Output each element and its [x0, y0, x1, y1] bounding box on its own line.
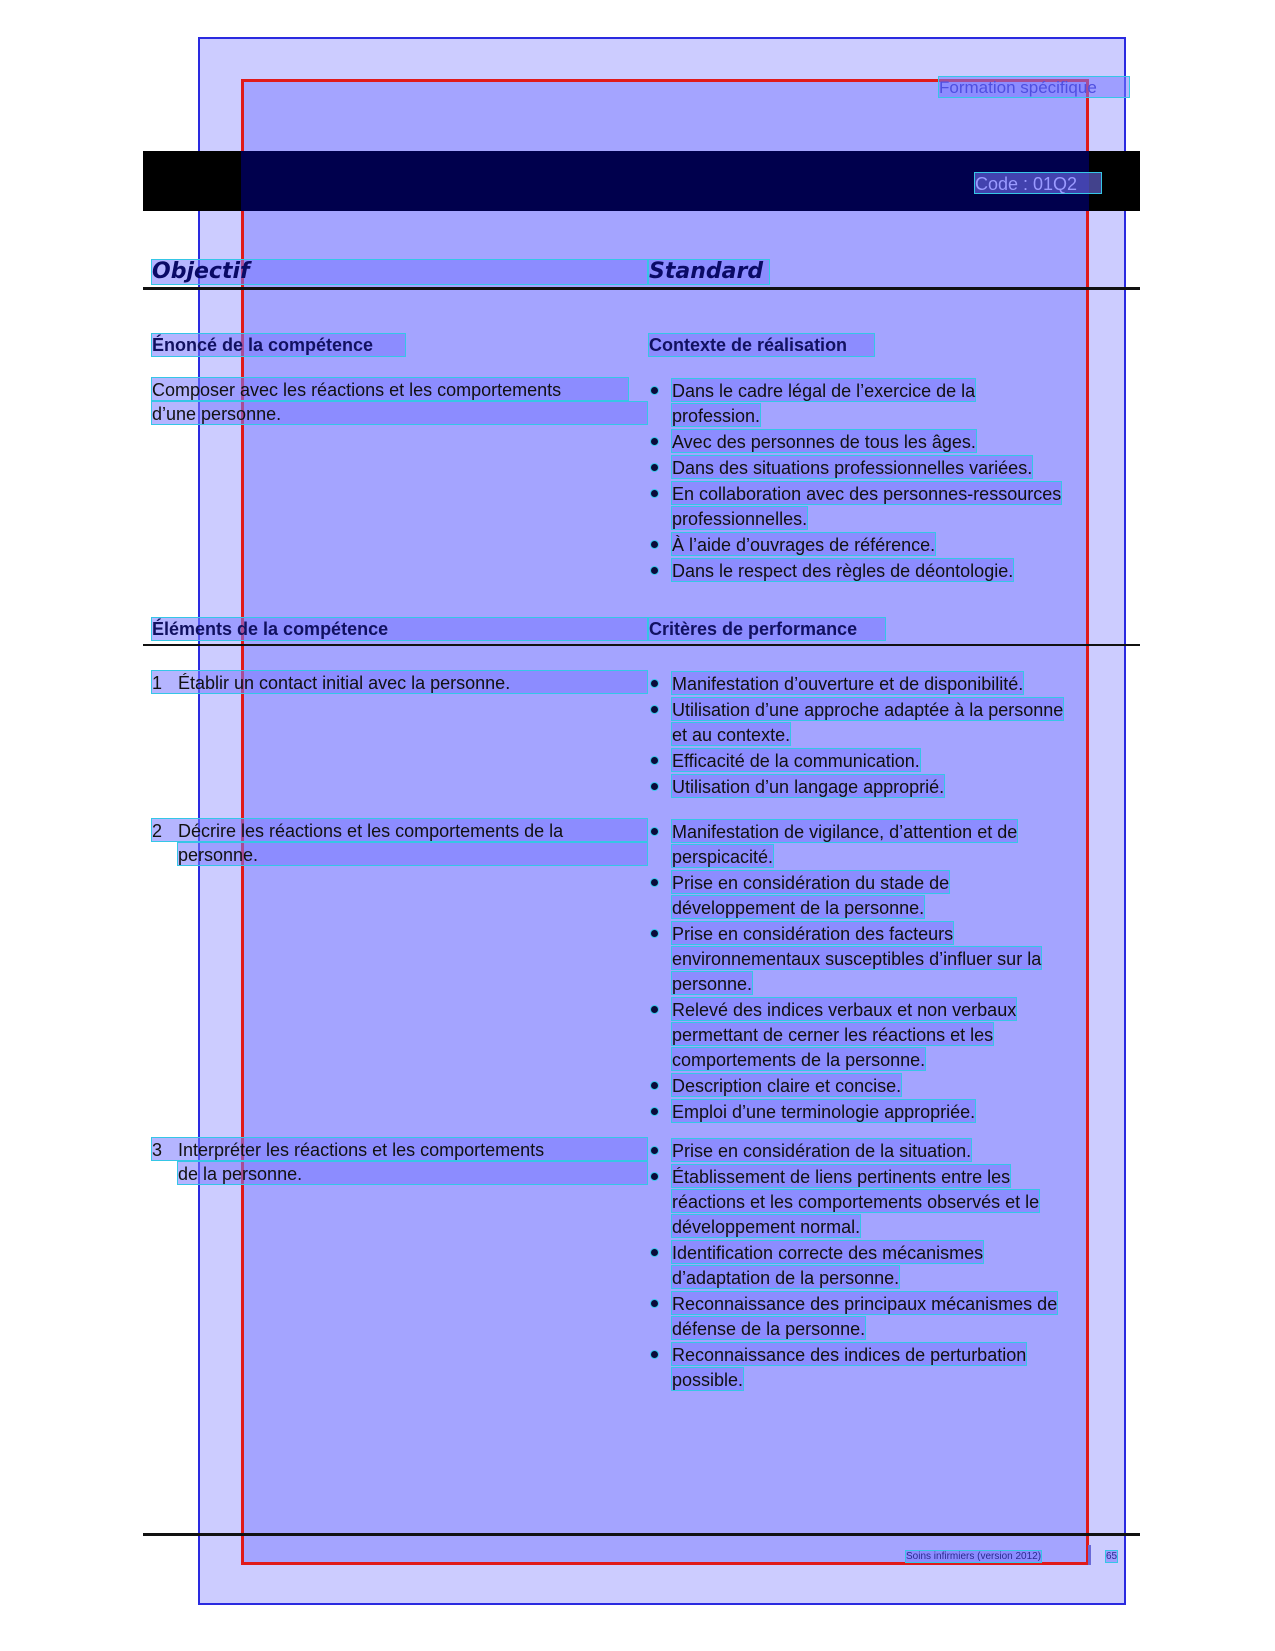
item-line: permettant de cerner les réactions et les	[671, 1022, 994, 1046]
item-line: d’adaptation de la personne.	[671, 1265, 900, 1289]
page-number: 65	[1106, 1551, 1118, 1562]
list-item	[648, 558, 1126, 583]
footer-text: Soins infirmiers (version 2012)	[906, 1551, 1042, 1562]
item-line: Emploi d’une terminologie appropriée.	[671, 1099, 976, 1123]
list-item	[648, 532, 1126, 557]
elements-heading: Éléments de la compétence	[151, 617, 648, 641]
bullet-icon	[650, 756, 659, 765]
item-line: Manifestation d’ouverture et de disponibilité.	[671, 671, 1024, 695]
bullet-icon	[650, 489, 659, 498]
item-line: Identification correcte des mécanismes	[671, 1240, 984, 1264]
bullet-icon	[650, 827, 659, 836]
bullet-icon	[650, 386, 659, 395]
bullet-icon	[650, 1146, 659, 1155]
element-text: Établir un contact initial avec la personne.	[178, 673, 511, 693]
element-number: 1	[152, 673, 163, 693]
element-number: 2	[152, 821, 163, 841]
item-line: Dans des situations professionnelles variées.	[671, 455, 1033, 479]
item-line: Établissement de liens pertinents entre les	[671, 1164, 1011, 1188]
item-line: Prise en considération du stade de	[671, 870, 950, 894]
item-line: Prise en considération de la situation.	[671, 1138, 972, 1162]
item-line: Description claire et concise.	[671, 1073, 902, 1097]
title-rule	[143, 287, 1140, 290]
competence-statement	[151, 377, 648, 425]
list-item	[648, 1099, 1126, 1124]
item-line: personne.	[671, 971, 753, 995]
element-3	[151, 1137, 648, 1185]
element-text: de la personne.	[178, 1164, 303, 1184]
context-heading: Contexte de réalisation	[648, 333, 875, 357]
bullet-icon	[650, 1107, 659, 1116]
bullet-icon	[650, 1005, 659, 1014]
footer-marker	[1088, 1545, 1091, 1565]
criteria-list-2	[648, 819, 1126, 1125]
list-item	[648, 1138, 1126, 1163]
bullet-icon	[650, 1248, 659, 1257]
item-line: environnementaux susceptibles d’influer sur la	[671, 946, 1042, 970]
list-item	[648, 697, 1126, 747]
bullet-icon	[650, 679, 659, 688]
element-number: 3	[152, 1140, 163, 1160]
list-item	[648, 455, 1126, 480]
list-item	[648, 481, 1126, 531]
element-2	[151, 818, 648, 866]
item-line: Dans le cadre légal de l’exercice de la	[671, 378, 976, 402]
bullet-icon	[650, 1081, 659, 1090]
criteria-heading: Critères de performance	[648, 617, 886, 641]
item-line: comportements de la personne.	[671, 1047, 926, 1071]
standard-title: Standard	[648, 259, 770, 285]
statement-line: Composer avec les réactions et les comportements	[151, 377, 629, 401]
item-line: défense de la personne.	[671, 1316, 866, 1340]
item-line: réactions et les comportements observés et le	[671, 1189, 1040, 1213]
context-list	[648, 378, 1126, 584]
bullet-icon	[650, 1350, 659, 1359]
objective-title: Objectif	[151, 259, 648, 285]
bullet-icon	[650, 705, 659, 714]
list-item	[648, 1073, 1126, 1098]
section-rule	[143, 644, 1140, 646]
bullet-icon	[650, 1299, 659, 1308]
item-line: Reconnaissance des indices de perturbation	[671, 1342, 1027, 1366]
list-item	[648, 997, 1126, 1072]
list-item	[648, 748, 1126, 773]
element-text: Décrire les réactions et les comportements de la	[178, 821, 564, 841]
element-1	[151, 670, 648, 694]
list-item	[648, 671, 1126, 696]
item-line: professionnelles.	[671, 506, 808, 530]
item-line: Utilisation d’une approche adaptée à la personne	[671, 697, 1064, 721]
element-text: Interpréter les réactions et les comportements	[178, 1140, 545, 1160]
item-line: Dans le respect des règles de déontologie.	[671, 558, 1014, 582]
bullet-icon	[650, 782, 659, 791]
list-item	[648, 429, 1126, 454]
item-line: Reconnaissance des principaux mécanismes de	[671, 1291, 1058, 1315]
list-item	[648, 870, 1126, 920]
item-line: profession.	[671, 403, 761, 427]
bullet-icon	[650, 878, 659, 887]
item-line: Prise en considération des facteurs	[671, 921, 954, 945]
bullet-icon	[650, 437, 659, 446]
item-line: Efficacité de la communication.	[671, 748, 921, 772]
item-line: Manifestation de vigilance, d’attention et de	[671, 819, 1018, 843]
list-item	[648, 819, 1126, 869]
item-line: développement de la personne.	[671, 895, 925, 919]
element-text: personne.	[178, 845, 259, 865]
list-item	[648, 774, 1126, 799]
item-line: possible.	[671, 1367, 744, 1391]
list-item	[648, 921, 1126, 996]
item-line: et au contexte.	[671, 722, 791, 746]
list-item	[648, 1342, 1126, 1392]
statement-line: d’une personne.	[151, 401, 648, 425]
item-line: Avec des personnes de tous les âges.	[671, 429, 977, 453]
item-line: Utilisation d’un langage approprié.	[671, 774, 945, 798]
item-line: À l’aide d’ouvrages de référence.	[671, 532, 936, 556]
item-line: Relevé des indices verbaux et non verbaux	[671, 997, 1017, 1021]
bullet-icon	[650, 566, 659, 575]
bullet-icon	[650, 540, 659, 549]
header-band-inner	[241, 151, 1089, 211]
item-line: En collaboration avec des personnes-ressources	[671, 481, 1062, 505]
bullet-icon	[650, 463, 659, 472]
item-line: développement normal.	[671, 1214, 861, 1238]
criteria-list-1	[648, 671, 1126, 800]
list-item	[648, 1240, 1126, 1290]
program-label: Formation spécifique	[938, 76, 1130, 98]
footer-rule	[143, 1533, 1140, 1536]
item-line: perspicacité.	[671, 844, 774, 868]
criteria-list-3	[648, 1138, 1126, 1393]
list-item	[648, 1291, 1126, 1341]
bullet-icon	[650, 1172, 659, 1181]
bullet-icon	[650, 929, 659, 938]
list-item	[648, 1164, 1126, 1239]
competence-heading: Énoncé de la compétence	[151, 333, 406, 357]
list-item	[648, 378, 1126, 428]
code-label: Code : 01Q2	[974, 172, 1102, 194]
